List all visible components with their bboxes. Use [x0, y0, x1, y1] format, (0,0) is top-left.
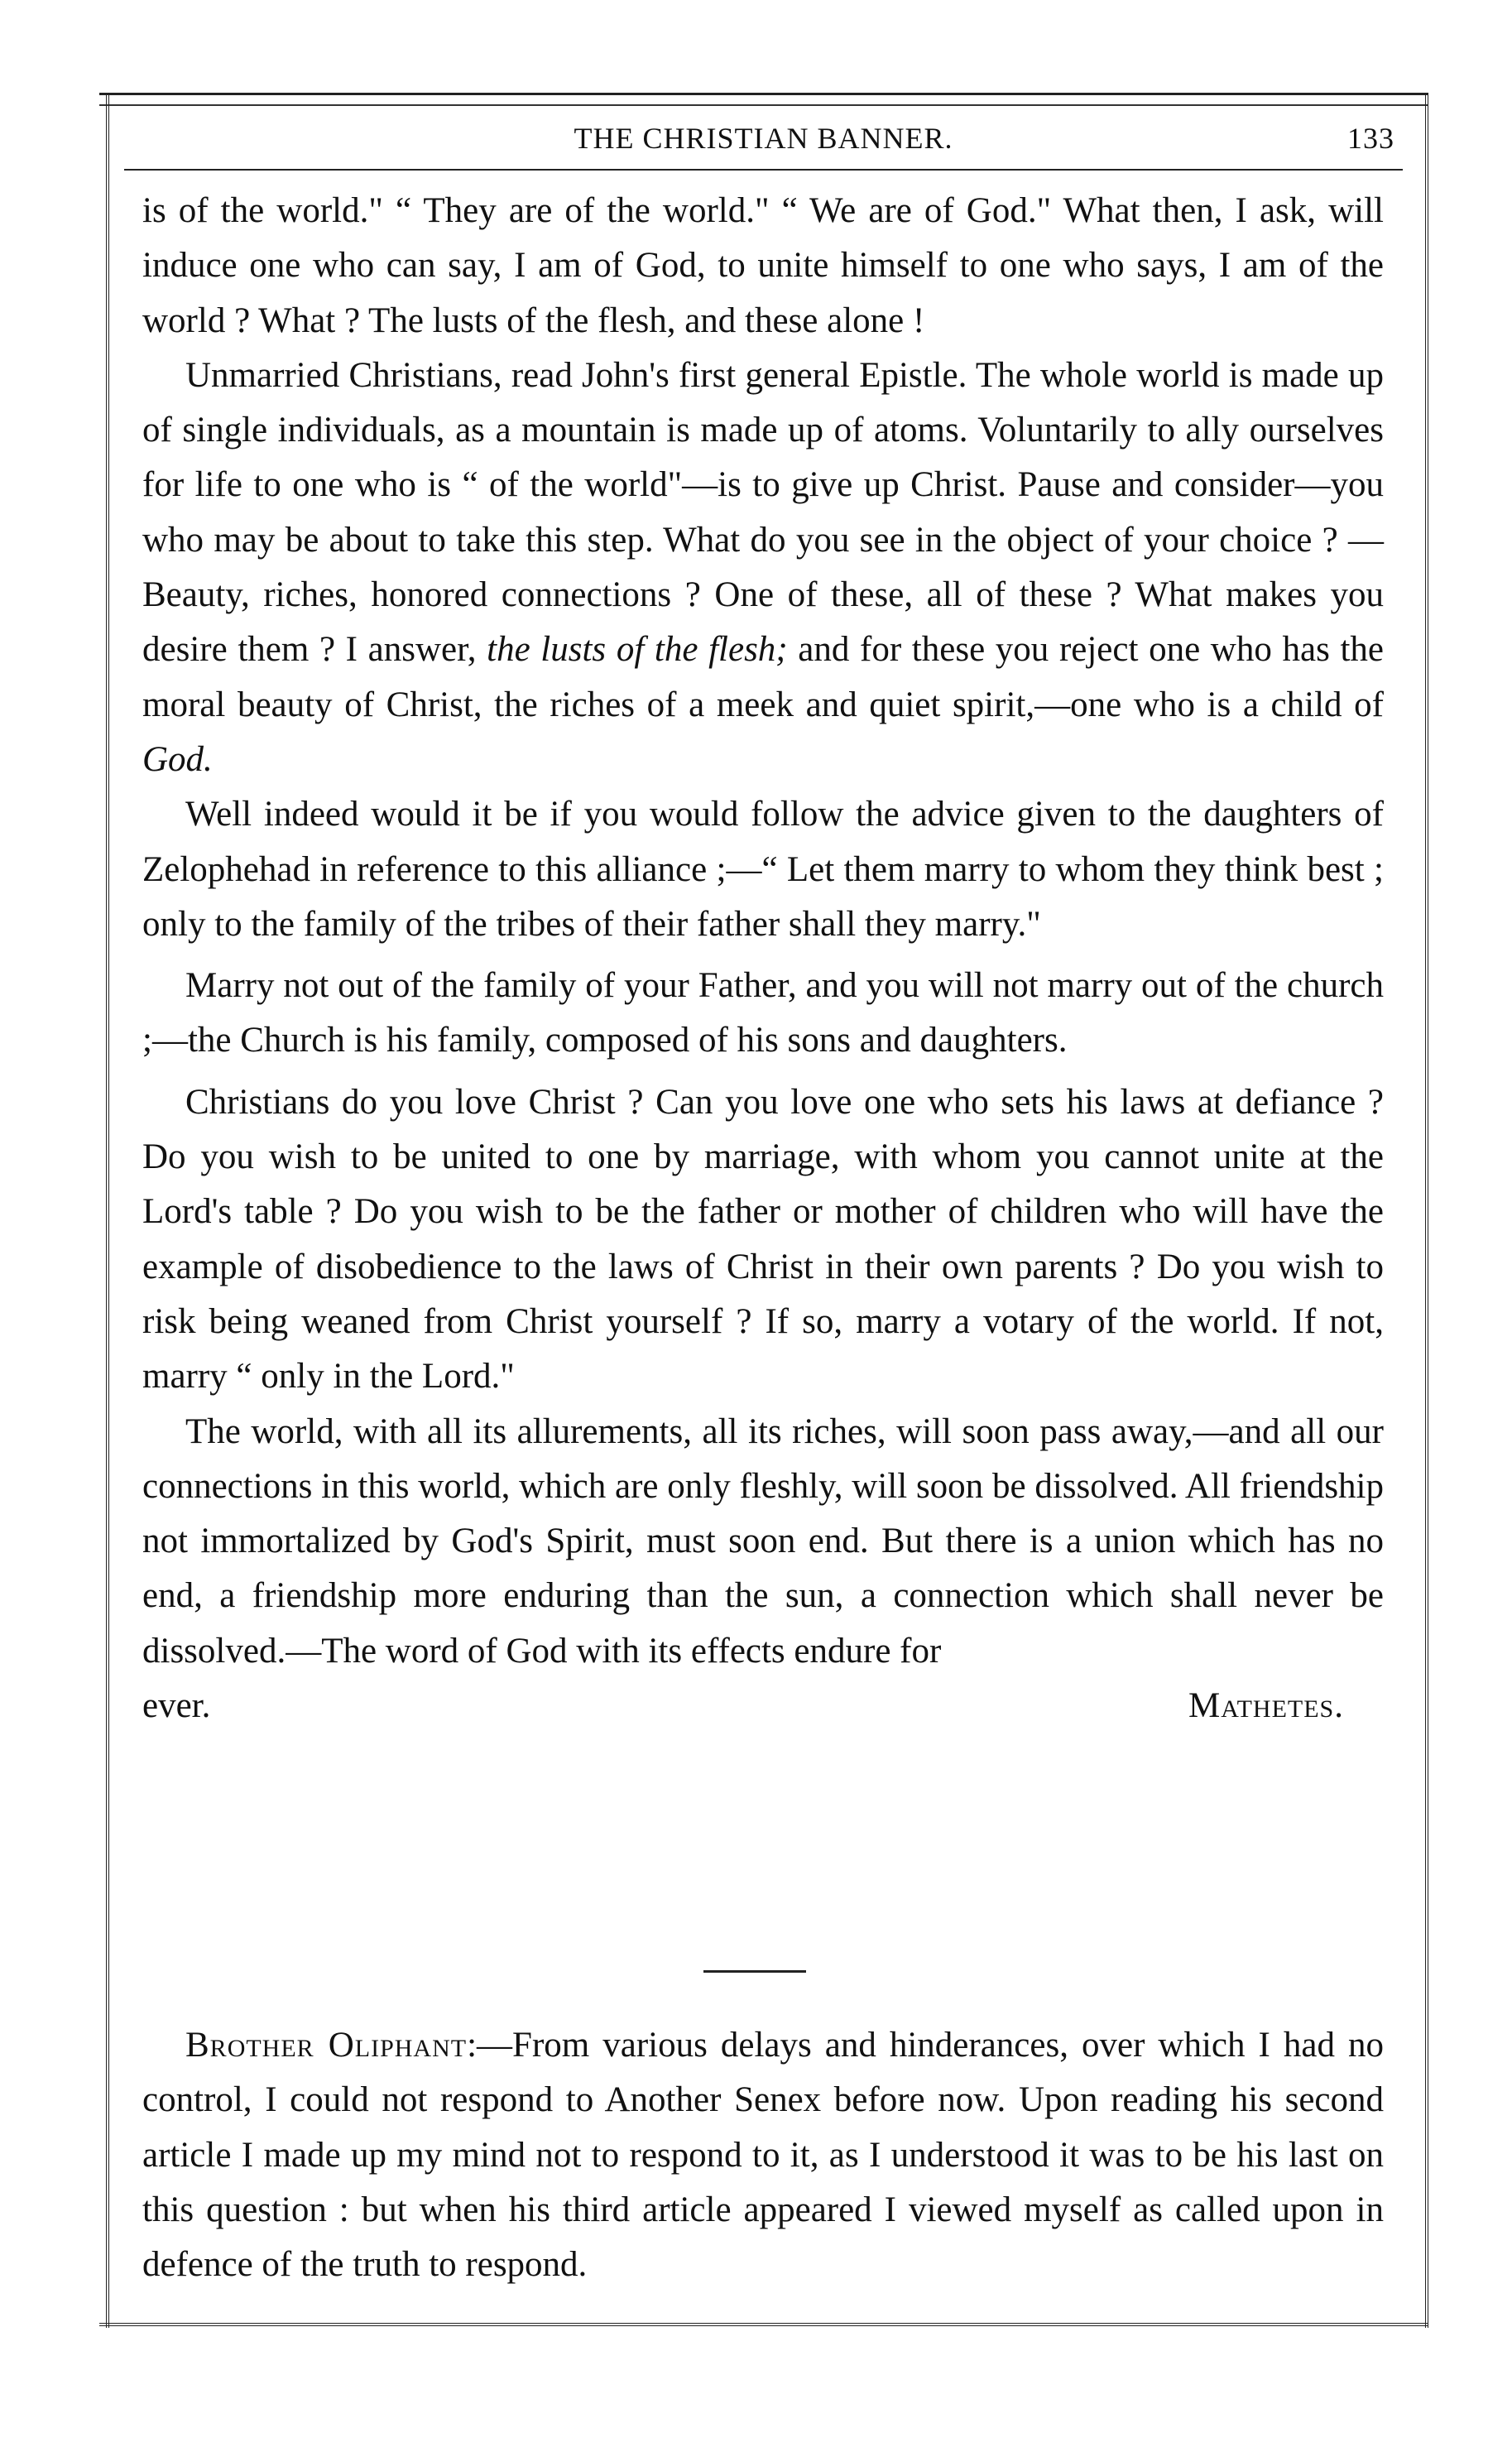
running-title: THE CHRISTIAN BANNER. — [574, 122, 953, 155]
paragraph-1: is of the world." “ They are of the world." “ We are of God." What then, I ask, will induce one who can say, I am of God, to unite himself to one who says, I am of the world ? What ? The lusts of the flesh, and these alone ! — [142, 191, 1384, 340]
letter-text: :—From various delays and hinderances, over which I had no control, I could not respond to Another Senex before now. Upon reading his second article I made up my mind not to respond to it, as I understood it was to be his last on this question : but when his third article appeared I viewed myself as called upon in defence of the truth to respond. — [142, 2026, 1384, 2285]
letter-salutation: Brother Oliphant — [185, 2026, 468, 2065]
paragraph-2-text: Unmarried Christians, read John's first general Epistle. The whole world is made up of single individuals, as a mountain is made up of atoms. Voluntarily to ally ourselves for life to one who is “ of the world"—is to give up Christ. Pause and consider—you who may be about to take this step. What do you see in the object of your choice ? —Beauty, riches, honored connections ? One of these, all of these ? What makes you desire them ? I answer, — [142, 355, 1384, 670]
running-header — [124, 113, 1403, 162]
signature-line — [142, 1679, 1384, 1733]
section-divider — [703, 1970, 806, 1973]
paragraph-2-italic: the lusts of the flesh; — [487, 630, 788, 670]
author-signature: Mathetes. — [1188, 1686, 1344, 1726]
page-number: 133 — [1347, 122, 1394, 155]
paragraph-6-last-word: ever. — [142, 1686, 211, 1726]
paragraph-2 — [142, 349, 1384, 787]
bottom-border-rule — [99, 2323, 1428, 2326]
header-rule — [124, 169, 1403, 171]
article-body — [142, 184, 1384, 1733]
paragraph-2-continued: and for these you reject one who has the moral beauty of Christ, the riches of a meek and quiet spirit,—one who is a child of — [142, 630, 1385, 724]
paragraph-5: Christians do you love Christ ? Can you love one who sets his laws at defiance ? Do you wish to be united to one by marriage, with whom you cannot unite at the Lord's table ? Do you wish to be the father or mother of children who will have the example of disobedience to the laws of Christ in their own parents ? Do you wish to risk being weaned from Christ yourself ? If so, marry a votary of the world. If not, marry “ only in the Lord." — [142, 1082, 1384, 1397]
paragraph-6: The world, with all its allurements, all its riches, will soon pass away,—and all our connections in this world, which are only fleshly, will soon be dissolved. All friendship not immortalized by God's Spirit, must soon end. But there is a union which has no end, a friendship more enduring than the sun, a connection which shall never be dissolved.—The word of God with its effects endure for — [142, 1411, 1384, 1671]
paragraph-4: Marry not out of the family of your Father, and you will not marry out of the church ;—the Church is his family, composed of his sons and daughters. — [142, 966, 1384, 1060]
paragraph-3: Well indeed would it be if you would follow the advice given to the daughters of Zelophehad in reference to this alliance ;—“ Let them marry to whom they think best ; only to the family of the tribes of their father shall they marry." — [142, 795, 1384, 944]
letter-paragraph — [142, 2018, 1384, 2292]
paragraph-2-italic-god: God. — [142, 739, 213, 779]
letter-section — [142, 2018, 1384, 2292]
